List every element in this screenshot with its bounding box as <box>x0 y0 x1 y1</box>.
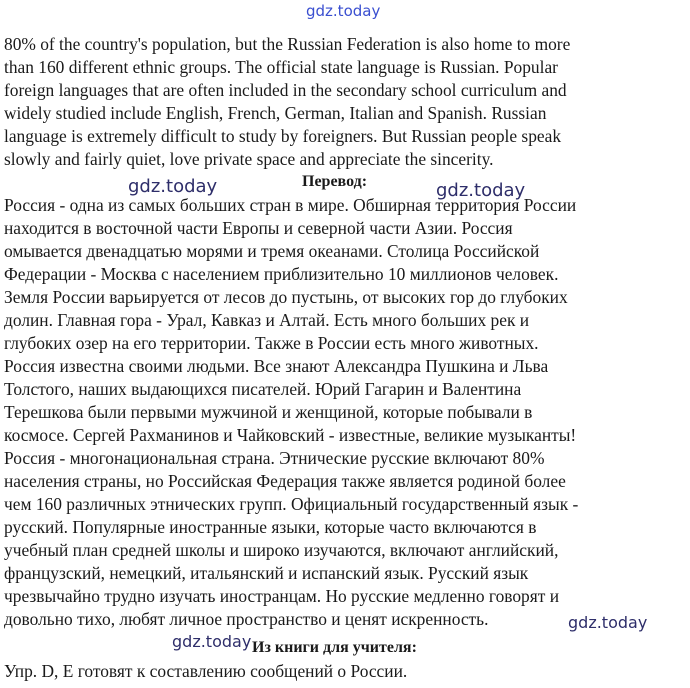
teacher-note: Упр. D, E готовят к составлению сообщений о России. <box>4 661 408 681</box>
russian-line-2: находится в восточной части Европы и северной части Азии. Россия <box>4 218 513 238</box>
russian-line-16: учебный план средней школы и широко изучаются, включают английский, <box>4 540 559 560</box>
watermark-top: gdz.today <box>306 2 381 20</box>
russian-line-14: чем 160 различных этнических групп. Официальный государственный язык - <box>4 494 579 514</box>
russian-line-7: глубоких озер на его территории. Также в России есть много животных. <box>4 333 539 353</box>
english-line-6: slowly and fairly quiet, love private space and appreciate the sincerity. <box>4 149 494 169</box>
teacher-heading: Из книги для учителя: <box>252 639 417 656</box>
translation-heading: Перевод: <box>302 173 368 190</box>
russian-line-10: Терешкова были первыми мужчиной и женщиной, которые побывали в <box>4 402 533 422</box>
russian-line-6: долин. Главная гора - Урал, Кавказ и Алтай. Есть много больших рек и <box>4 310 530 330</box>
russian-line-4: Федерации - Москва с населением приблизительно 10 миллионов человек. <box>4 264 559 284</box>
russian-line-8: Россия известна своими людьми. Все знают Александра Пушкина и Льва <box>4 356 549 376</box>
english-line-2: than 160 different ethnic groups. The official state language is Russian. Popular <box>4 57 558 77</box>
english-line-3: foreign languages that are often included in the secondary school curriculum and <box>4 80 567 100</box>
russian-line-19: довольно тихо, любят личное пространство и ценят искренность. <box>4 609 489 629</box>
english-line-4: widely studied include English, French, German, Italian and Spanish. Russian <box>4 103 547 123</box>
english-line-5: language is extremely difficult to study by foreigners. But Russian people speak <box>4 126 562 146</box>
watermark-bottom-right: gdz.today <box>568 613 648 632</box>
russian-line-9: Толстого, наших выдающихся писателей. Юрий Гагарин и Валентина <box>4 379 522 399</box>
russian-line-18: чрезвычайно трудно изучать иностранцам. Но русские медленно говорят и <box>4 586 560 606</box>
russian-line-3: омывается двенадцатью морями и тремя океанами. Столица Российской <box>4 241 540 261</box>
english-line-1: 80% of the country's population, but the Russian Federation is also home to more <box>4 34 571 54</box>
watermark-mid-right: gdz.today <box>436 180 526 201</box>
russian-line-15: русский. Популярные иностранные языки, которые часто включаются в <box>4 517 537 537</box>
russian-line-13: населения страны, но Российская Федерация также является родиной более <box>4 471 566 491</box>
watermark-bottom-left: gdz.today <box>172 632 252 651</box>
russian-line-1: Россия - одна из самых больших стран в мире. Обширная территория России <box>4 195 577 215</box>
russian-line-17: французский, немецкий, итальянский и испанский язык. Русский язык <box>4 563 529 583</box>
russian-line-12: Россия - многонациональная страна. Этнические русские включают 80% <box>4 448 545 468</box>
russian-line-11: космосе. Сергей Рахманинов и Чайковский - известные, великие музыканты! <box>4 425 577 445</box>
watermark-mid-left: gdz.today <box>128 176 218 197</box>
russian-line-5: Земля России варьируется от лесов до пустынь, от высоких гор до глубоких <box>4 287 568 307</box>
